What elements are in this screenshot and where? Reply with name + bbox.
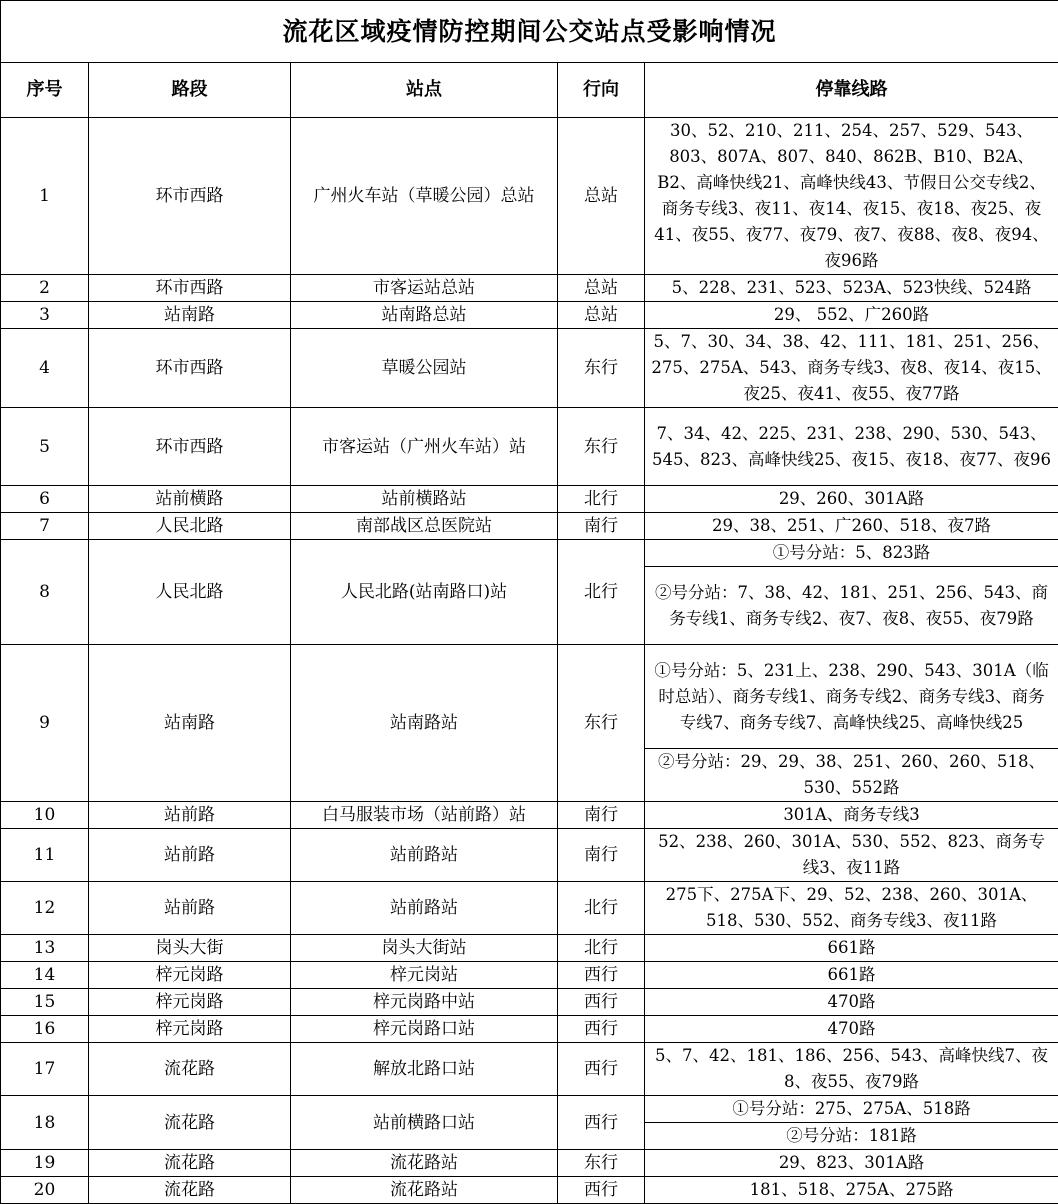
direction-cell: 总站 (558, 118, 645, 275)
table-row (1, 275, 1058, 302)
road-cell: 站南路 (89, 645, 291, 802)
stop-cell: 站前路站 (291, 882, 558, 935)
row-number: 9 (1, 645, 89, 802)
direction-cell: 东行 (558, 408, 645, 486)
row-number: 7 (1, 513, 89, 540)
row-number: 1 (1, 118, 89, 275)
lines-cell-substation-1: ①号分站：5、231上、238、290、543、301A（临时总站）、商务专线1、商务专线2、商务专线3、商务专线7、商务专线7、高峰快线25、高峰快线25 (645, 645, 1058, 749)
road-cell: 人民北路 (89, 513, 291, 540)
stop-cell: 流花路站 (291, 1177, 558, 1204)
row-number: 20 (1, 1177, 89, 1204)
stop-cell: 解放北路口站 (291, 1043, 558, 1096)
direction-cell: 东行 (558, 1150, 645, 1177)
lines-cell: 661路 (645, 962, 1058, 989)
road-cell: 站前路 (89, 829, 291, 882)
header-direction: 行向 (558, 63, 645, 118)
road-cell: 梓元岗路 (89, 989, 291, 1016)
row-number: 6 (1, 486, 89, 513)
table-row (1, 645, 1058, 749)
direction-cell: 西行 (558, 1016, 645, 1043)
road-cell: 环市西路 (89, 275, 291, 302)
road-cell: 人民北路 (89, 540, 291, 645)
stop-cell: 广州火车站（草暖公园）总站 (291, 118, 558, 275)
lines-cell-substation-2: ②号分站：7、38、42、181、251、256、543、商务专线1、商务专线2、夜7、夜8、夜55、夜79路 (645, 567, 1058, 645)
row-number: 17 (1, 1043, 89, 1096)
stop-cell: 梓元岗站 (291, 962, 558, 989)
road-cell: 环市西路 (89, 118, 291, 275)
lines-cell: 275下、275A下、29、52、238、260、301A、518、530、552、商务专线3、夜11路 (645, 882, 1058, 935)
stop-cell: 站南路站 (291, 645, 558, 802)
stop-cell: 白马服装市场（站前路）站 (291, 802, 558, 829)
stop-cell: 站前路站 (291, 829, 558, 882)
stop-cell: 站前横路站 (291, 486, 558, 513)
lines-cell-substation-2: ②号分站：181路 (645, 1123, 1058, 1150)
lines-cell: 5、7、30、34、38、42、111、181、251、256、275、275A、543、商务专线3、夜8、夜14、夜15、夜25、夜41、夜55、夜77路 (645, 329, 1058, 408)
lines-cell: 470路 (645, 1016, 1058, 1043)
table-row (1, 829, 1058, 882)
row-number: 8 (1, 540, 89, 645)
row-number: 19 (1, 1150, 89, 1177)
direction-cell: 西行 (558, 1177, 645, 1204)
table-row (1, 1043, 1058, 1096)
road-cell: 环市西路 (89, 408, 291, 486)
stop-cell: 梓元岗路口站 (291, 1016, 558, 1043)
table-row (1, 802, 1058, 829)
table-row (1, 989, 1058, 1016)
lines-cell: 29、 552、广260路 (645, 302, 1058, 329)
row-number: 5 (1, 408, 89, 486)
header-stop: 站点 (291, 63, 558, 118)
table-row (1, 513, 1058, 540)
row-number: 18 (1, 1096, 89, 1150)
direction-cell: 总站 (558, 275, 645, 302)
direction-cell: 西行 (558, 989, 645, 1016)
table-row (1, 1150, 1058, 1177)
table-row (1, 540, 1058, 567)
stop-cell: 草暖公园站 (291, 329, 558, 408)
stop-cell: 站前横路口站 (291, 1096, 558, 1150)
road-cell: 站南路 (89, 302, 291, 329)
row-number: 15 (1, 989, 89, 1016)
lines-cell: 52、238、260、301A、530、552、823、商务专线3、夜11路 (645, 829, 1058, 882)
lines-cell: 5、7、42、181、186、256、543、高峰快线7、夜8、夜55、夜79路 (645, 1043, 1058, 1096)
header-no: 序号 (1, 63, 89, 118)
direction-cell: 总站 (558, 302, 645, 329)
direction-cell: 东行 (558, 645, 645, 802)
lines-cell: 29、260、301A路 (645, 486, 1058, 513)
stop-cell: 岗头大街站 (291, 935, 558, 962)
direction-cell: 北行 (558, 486, 645, 513)
road-cell: 站前横路 (89, 486, 291, 513)
direction-cell: 南行 (558, 513, 645, 540)
stop-cell: 流花路站 (291, 1150, 558, 1177)
lines-cell: 181、518、275A、275路 (645, 1177, 1058, 1204)
road-cell: 梓元岗路 (89, 962, 291, 989)
table-row (1, 486, 1058, 513)
lines-cell: 5、228、231、523、523A、523快线、524路 (645, 275, 1058, 302)
table-row (1, 962, 1058, 989)
direction-cell: 东行 (558, 329, 645, 408)
direction-cell: 北行 (558, 540, 645, 645)
direction-cell: 南行 (558, 829, 645, 882)
stop-cell: 市客运站（广州火车站）站 (291, 408, 558, 486)
table-row (1, 1016, 1058, 1043)
row-number: 11 (1, 829, 89, 882)
road-cell: 流花路 (89, 1096, 291, 1150)
lines-cell: 29、823、301A路 (645, 1150, 1058, 1177)
lines-cell: 29、38、251、广260、518、夜7路 (645, 513, 1058, 540)
table-row (1, 935, 1058, 962)
lines-cell: 661路 (645, 935, 1058, 962)
table-row (1, 329, 1058, 408)
stop-cell: 市客运站总站 (291, 275, 558, 302)
row-number: 12 (1, 882, 89, 935)
road-cell: 流花路 (89, 1177, 291, 1204)
lines-cell-substation-1: ①号分站：5、823路 (645, 540, 1058, 567)
direction-cell: 南行 (558, 802, 645, 829)
header-lines: 停靠线路 (645, 63, 1058, 118)
header-road: 路段 (89, 63, 291, 118)
table-row (1, 302, 1058, 329)
lines-cell: 470路 (645, 989, 1058, 1016)
stop-cell: 人民北路(站南路口)站 (291, 540, 558, 645)
stop-cell: 南部战区总医院站 (291, 513, 558, 540)
table-row (1, 408, 1058, 486)
lines-cell: 30、52、210、211、254、257、529、543、803、807A、807、840、862B、B10、B2A、B2、高峰快线21、高峰快线43、节假日公交专线2、商务专线3、夜11、夜14、夜15、夜18、夜25、夜41、夜55、夜77、夜79、夜7、夜88、夜8、夜94、夜96路 (645, 118, 1058, 275)
row-number: 3 (1, 302, 89, 329)
table-row (1, 118, 1058, 275)
table-row (1, 1096, 1058, 1123)
header-row (1, 63, 1058, 118)
road-cell: 梓元岗路 (89, 1016, 291, 1043)
direction-cell: 北行 (558, 882, 645, 935)
road-cell: 岗头大街 (89, 935, 291, 962)
row-number: 13 (1, 935, 89, 962)
stop-cell: 站南路总站 (291, 302, 558, 329)
lines-cell: 301A、商务专线3 (645, 802, 1058, 829)
direction-cell: 西行 (558, 1096, 645, 1150)
row-number: 10 (1, 802, 89, 829)
road-cell: 流花路 (89, 1150, 291, 1177)
row-number: 4 (1, 329, 89, 408)
lines-cell: 7、34、42、225、231、238、290、530、543、545、823、高峰快线25、夜15、夜18、夜77、夜96 (645, 408, 1058, 486)
direction-cell: 西行 (558, 962, 645, 989)
title-row (1, 1, 1058, 63)
direction-cell: 西行 (558, 1043, 645, 1096)
road-cell: 站前路 (89, 802, 291, 829)
road-cell: 环市西路 (89, 329, 291, 408)
row-number: 2 (1, 275, 89, 302)
lines-cell-substation-1: ①号分站：275、275A、518路 (645, 1096, 1058, 1123)
road-cell: 流花路 (89, 1043, 291, 1096)
row-number: 14 (1, 962, 89, 989)
table-row (1, 1177, 1058, 1204)
table-row (1, 882, 1058, 935)
direction-cell: 北行 (558, 935, 645, 962)
road-cell: 站前路 (89, 882, 291, 935)
row-number: 16 (1, 1016, 89, 1043)
stop-cell: 梓元岗路中站 (291, 989, 558, 1016)
lines-cell-substation-2: ②号分站：29、29、38、251、260、260、518、530、552路 (645, 749, 1058, 802)
page-title: 流花区域疫情防控期间公交站点受影响情况 (1, 1, 1058, 63)
